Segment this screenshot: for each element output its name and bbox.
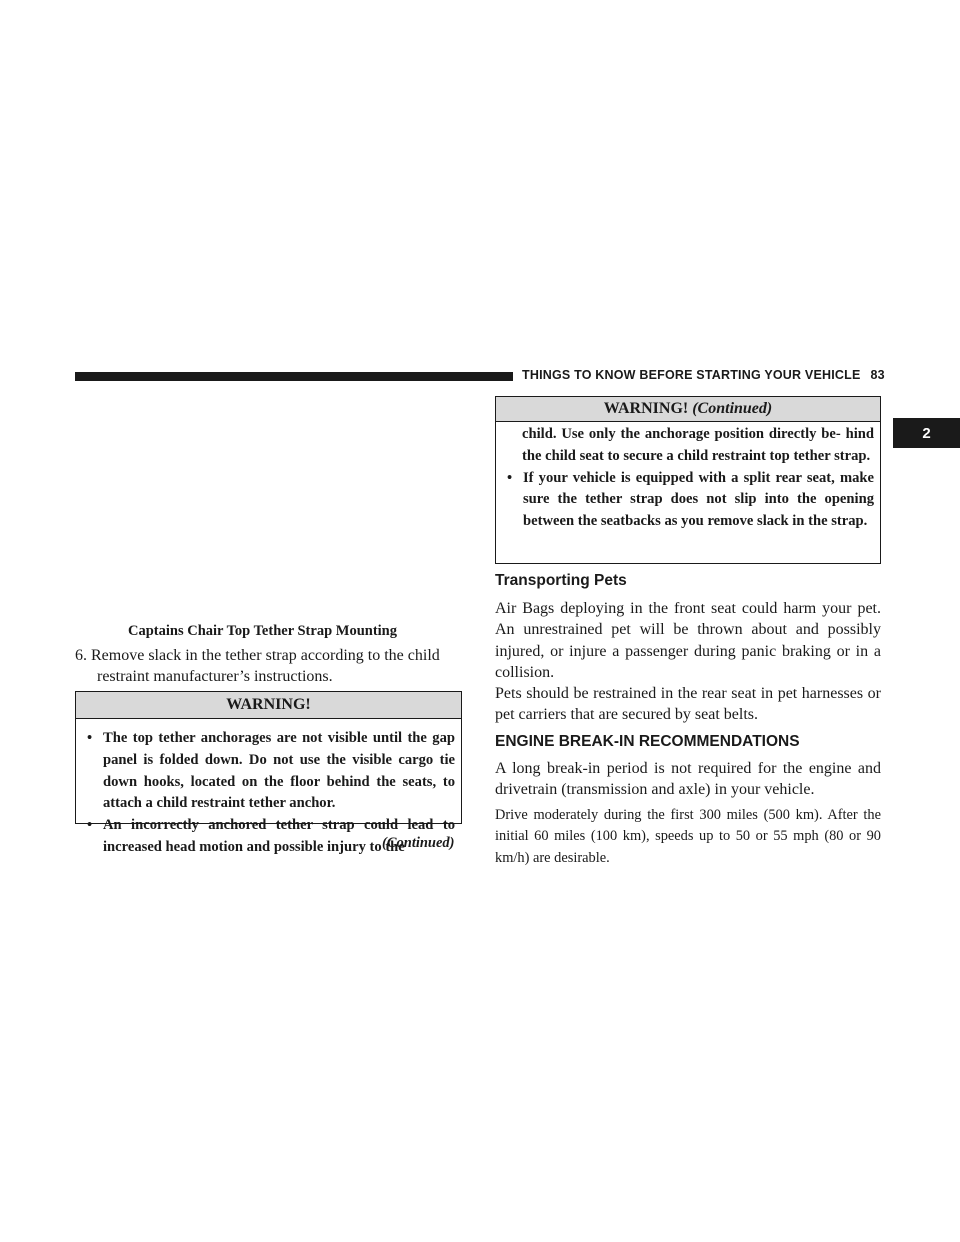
warning-heading-suffix: (Continued) bbox=[692, 400, 773, 417]
bullet-icon: • bbox=[87, 730, 93, 746]
section-heading-transporting-pets: Transporting Pets bbox=[495, 572, 627, 589]
page-number: 83 bbox=[870, 368, 885, 382]
warning-item-text: An incorrectly anchored tether strap could lead to increased head motion and possible injury to the bbox=[103, 817, 455, 855]
warning-heading: WARNING! bbox=[76, 692, 461, 719]
step-line-1: 6. Remove slack in the tether strap according to the child bbox=[75, 647, 440, 664]
header-rule bbox=[75, 372, 513, 381]
continued-note: (Continued) bbox=[382, 835, 455, 851]
running-header bbox=[522, 368, 885, 382]
bullet-icon: • bbox=[87, 817, 93, 834]
bullet-icon: • bbox=[507, 469, 513, 486]
section-heading-engine-break-in: ENGINE BREAK-IN RECOMMENDATIONS bbox=[495, 733, 800, 750]
figure-caption: Captains Chair Top Tether Strap Mounting bbox=[128, 623, 398, 639]
step-line-2: restraint manufacturer’s instructions. bbox=[97, 668, 333, 685]
instruction-step bbox=[75, 645, 463, 687]
paragraph: Air Bags deploying in the front seat could harm your pet. An unrestrained pet will be thrown about and possibly injured, or injure a passenger during panic braking or in a collision. bbox=[495, 600, 881, 682]
warning-heading bbox=[496, 397, 880, 422]
header-title: THINGS TO KNOW BEFORE STARTING YOUR VEHICLE bbox=[522, 368, 861, 382]
warning-list bbox=[496, 468, 880, 533]
paragraph: A long break-in period is not required for the engine and drivetrain (transmission and axle) in your vehicle. bbox=[495, 760, 881, 799]
warning-continued-text: child. Use only the anchorage position directly be- hind the child seat to secure a child restraint top tether strap. bbox=[522, 426, 874, 464]
chapter-tab[interactable]: 2 bbox=[893, 418, 960, 448]
warning-item-text: The top tether anchorages are not visible until the gap panel is folded down. Do not use the visible cargo tie down hooks, located on the floor behind the seats, to attach a child restraint tether anchor. bbox=[103, 730, 455, 812]
warning-box-continued bbox=[495, 396, 881, 564]
warning-item bbox=[503, 468, 874, 533]
warning-heading-label: WARNING! bbox=[603, 400, 689, 417]
paragraph: Pets should be restrained in the rear seat in pet harnesses or pet carriers that are secured by seat belts. bbox=[495, 685, 881, 724]
warning-item bbox=[83, 728, 455, 815]
warning-item-text: If your vehicle is equipped with a split rear seat, make sure the tether strap does not slip into the opening between the seatbacks as you remove slack in the strap. bbox=[523, 469, 874, 530]
paragraph: Drive moderately during the first 300 miles (500 km). After the initial 60 miles (100 km), speeds up to 50 or 55 mph (80 or 90 km/h) are desirable. bbox=[495, 807, 881, 866]
